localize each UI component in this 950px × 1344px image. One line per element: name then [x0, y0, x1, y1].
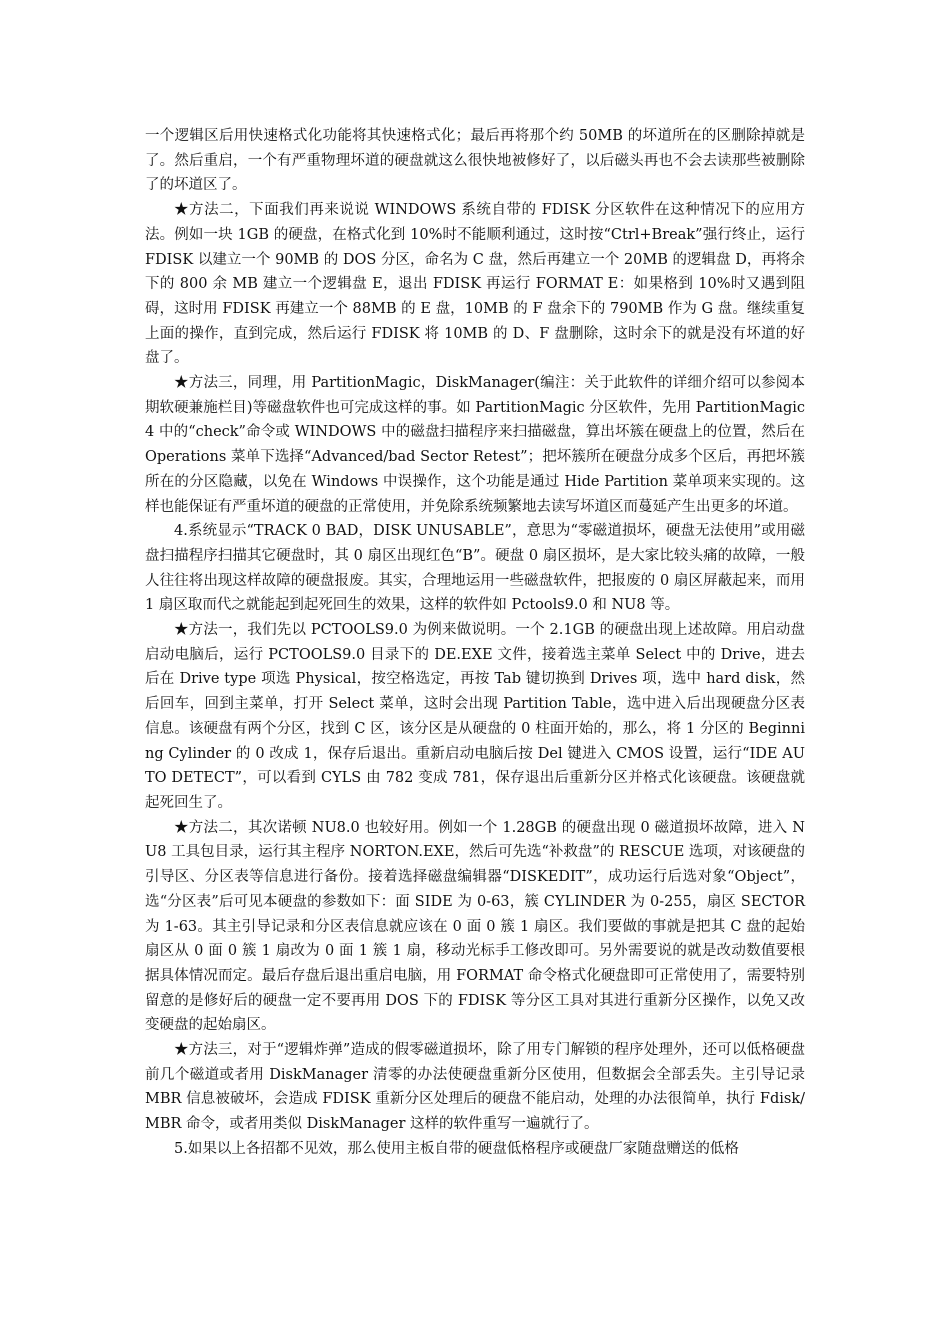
- document-body: [145, 124, 805, 1162]
- paragraph-logic-bomb-method: ★方法三，对于“逻辑炸弹”造成的假零磁道损坏，除了用专门解锁的程序处理外，还可以低格硬盘前几个磁道或者用 DiskManager 清零的办法使硬盘重新分区使用，但数据会全部丢失。主引导记录 MBR 信息被破坏，会造成 FDISK 重新分区处理后的硬盘不能启动，处理的办法很简单，执行 Fdisk/MBR 命令，或者用类似 DiskManager 这样的软件重写一遍就行了。: [145, 1042, 805, 1133]
- paragraph-track0-bad: 4.系统显示“TRACK 0 BAD，DISK UNUSABLE”，意思为“零磁道损坏，硬盘无法使用”或用磁盘扫描程序扫描其它硬盘时，其 0 扇区出现红色“B”。硬盘 0 扇区损坏，是大家比较头痛的故障，一般人往往将出现这样故障的硬盘报废。其实，合理地运用一些磁盘软件，把报废的 0 扇区屏蔽起来，而用 1 扇区取而代之就能起到起死回生的效果，这样的软件如 Pctools9.0 和 NU8 等。: [145, 523, 805, 614]
- paragraph-pctools-method: ★方法一，我们先以 PCTOOLS9.0 为例来做说明。一个 2.1GB 的硬盘出现上述故障。用启动盘启动电脑后，运行 PCTOOLS9.0 目录下的 DE.EXE 文件，接着选主菜单 Select 中的 Drive，进去后在 Drive type 项选 Physical，按空格选定，再按 Tab 键切换到 Drives 项，选中 hard disk，然后回车，回到主菜单，打开 Select 菜单，这时会出现 Partition Table，选中进入后出现硬盘分区表信息。该硬盘有两个分区，找到 C 区，该分区是从硬盘的 0 柱面开始的，那么，将 1 分区的 Beginning Cylinder 的 0 改成 1，保存后退出。重新启动电脑后按 Del 键进入 CMOS 设置，运行“IDE AUTO DETECT”，可以看到 CYLS 由 782 变成 781，保存退出后重新分区并格式化该硬盘。该硬盘就起死回生了。: [145, 622, 805, 811]
- paragraph-partitionmagic-method: ★方法三，同理，用 PartitionMagic，DiskManager(编注：关于此软件的详细介绍可以参阅本期软硬兼施栏目)等磁盘软件也可完成这样的事。如 PartitionMagic 分区软件，先用 PartitionMagic4 中的“check”命令或 WINDOWS 中的磁盘扫描程序来扫描磁盘，算出坏簇在硬盘上的位置，然后在 Operations 菜单下选择“Advanced/bad Sector Retest”；把坏簇所在硬盘分成多个区后，再把坏簇所在的分区隐藏，以免在 Windows 中误操作，这个功能是通过 Hide Partition 菜单项来实现的。这样也能保证有严重坏道的硬盘的正常使用，并免除系统频繁地去读写坏道区而蔓延产生出更多的坏道。: [145, 375, 805, 515]
- paragraph-fdisk-method: ★方法二，下面我们再来说说 WINDOWS 系统自带的 FDISK 分区软件在这种情况下的应用方法。例如一块 1GB 的硬盘，在格式化到 10%时不能顺利通过，这时按“Ctrl+Break”强行终止，运行 FDISK 以建立一个 90MB 的 DOS 分区，命名为 C 盘，然后再建立一个 20MB 的逻辑盘 D，再将余下的 800 余 MB 建立一个逻辑盘 E，退出 FDISK 再运行 FORMAT E：如果格到 10%时又遇到阻碍，这时用 FDISK 再建立一个 88MB 的 E 盘，10MB 的 F 盘余下的 790MB 作为 G 盘。继续重复上面的操作，直到完成，然后运行 FDISK 将 10MB 的 D、F 盘删除，这时余下的就是没有坏道的好盘了。: [145, 202, 805, 367]
- paragraph-low-format: 5.如果以上各招都不见效，那么使用主板自带的硬盘低格程序或硬盘厂家随盘赠送的低格: [174, 1140, 739, 1157]
- paragraph-continuation: 一个逻辑区后用快速格式化功能将其快速格式化；最后再将那个约 50MB 的坏道所在的区删除掉就是了。然后重启，一个有严重物理坏道的硬盘就这么很快地被修好了，以后磁头再也不会去读那些被删除了的坏道区了。: [145, 128, 805, 194]
- paragraph-nu8-method: ★方法二，其次诺顿 NU8.0 也较好用。例如一个 1.28GB 的硬盘出现 0 磁道损坏故障，进入 NU8 工具包目录，运行其主程序 NORTON.EXE，然后可先选“补救盘”的 RESCUE 选项，对该硬盘的引导区、分区表等信息进行备份。接着选择磁盘编辑器“DISKEDIT”，成功运行后选对象“Object”，选“分区表”后可见本硬盘的参数如下：面 SIDE 为 0-63，簇 CYLINDER 为 0-255，扇区 SECTOR 为 1-63。其主引导记录和分区表信息就应该在 0 面 0 簇 1 扇区。我们要做的事就是把其 C 盘的起始扇区从 0 面 0 簇 1 扇改为 0 面 1 簇 1 扇，移动光标手工修改即可。另外需要说的就是改动数值要根据具体情况而定。最后存盘后退出重启电脑，用 FORMAT 命令格式化硬盘即可正常使用了，需要特别留意的是修好后的硬盘一定不要再用 DOS 下的 FDISK 等分区工具对其进行重新分区操作，以免又改变硬盘的起始扇区。: [145, 819, 805, 1034]
